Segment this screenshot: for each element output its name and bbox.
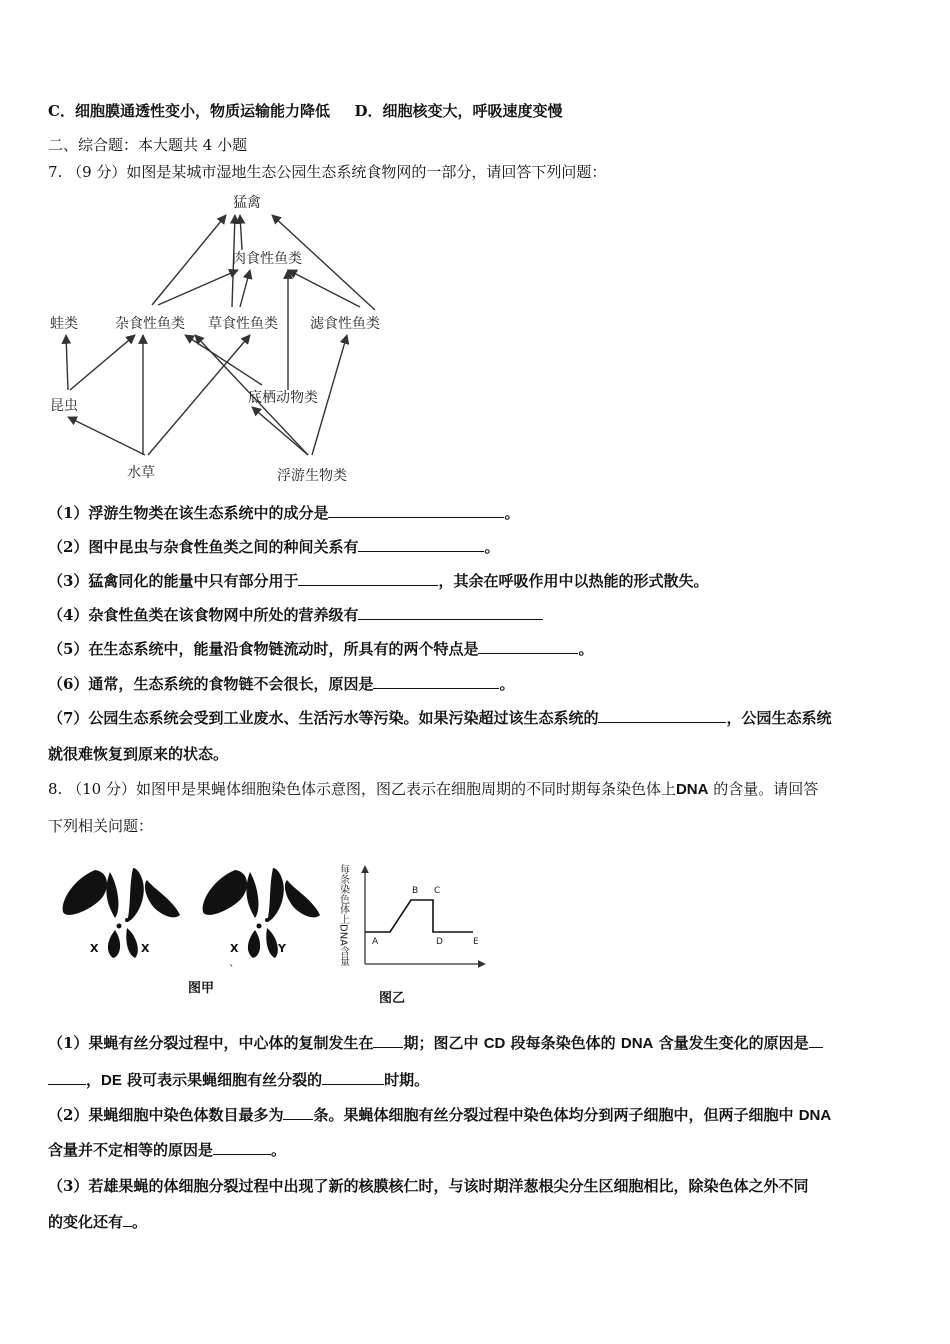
answer-blank[interactable]: [809, 1033, 823, 1048]
q7-number: 7.: [48, 163, 63, 181]
q8-stem-a: 如图甲是果蝇体细胞染色体示意图，图乙表示在细胞周期的不同时期每条染色体上: [135, 780, 676, 798]
node-frog: 蛙类: [50, 316, 78, 332]
q7-stem: [48, 162, 606, 182]
answer-blank[interactable]: [283, 1105, 313, 1120]
point-d: D: [436, 937, 443, 947]
q8-sub-1-e: ，: [86, 1071, 102, 1089]
q7-sub-7-text-b: ，公园生态系统: [726, 709, 832, 727]
stray-mark: `: [229, 963, 235, 976]
answer-blank[interactable]: [358, 537, 484, 552]
q8-sub-2-dna: DNA: [798, 1107, 832, 1124]
q8-stem-b: 的含量。请回答: [713, 780, 819, 798]
answer-blank[interactable]: [358, 605, 543, 620]
answer-blank[interactable]: [478, 639, 578, 654]
q7-sub-2: [48, 537, 499, 557]
answer-blank[interactable]: [373, 1033, 403, 1048]
q7-sub-1-text: （1）浮游生物类在该生态系统中的成分是: [48, 504, 329, 522]
q7-sub-6: [48, 674, 514, 694]
option-d-letter: D．: [354, 102, 383, 120]
label-y: Y: [278, 942, 286, 955]
label-x-3: X: [230, 942, 239, 955]
q8-sub-2-b: 条。果蝇体细胞有丝分裂过程中染色体均分到两子细胞中，但两子细胞中: [313, 1106, 794, 1124]
q8-sub-3-end: 。: [132, 1213, 148, 1231]
label-x-2: X: [141, 942, 150, 955]
node-filter-feeder-fish: 滤食性鱼类: [310, 316, 380, 332]
answer-blank[interactable]: [373, 674, 499, 689]
figure-jia-label: 图甲: [188, 981, 215, 996]
q8-sub-1-c: 段每条染色体的: [510, 1034, 616, 1052]
q8-stem: [48, 779, 818, 800]
q8-sub-3-cont: [48, 1212, 147, 1232]
answer-blank[interactable]: [213, 1140, 271, 1155]
node-carnivore-fish: 肉食性鱼类: [232, 251, 302, 267]
q8-stem-dna: DNA: [675, 781, 709, 798]
q8-sub-1-g: 时期。: [384, 1071, 430, 1089]
q8-number: 8.: [48, 780, 63, 798]
q8-sub-1-f: 段可表示果蝇细胞有丝分裂的: [127, 1071, 323, 1089]
figure-jia-chromosomes: [55, 860, 325, 1000]
q8-sub-1-de: DE: [101, 1072, 122, 1089]
q7-sub-7-cont: 就很难恢复到原来的状态。: [48, 745, 229, 763]
q7-sub-7: [48, 708, 831, 728]
q7-stem-text: 如图是某城市湿地生态公园生态系统食物网的一部分，请回答下列问题：: [126, 163, 607, 181]
q8-stem-cont: 下列相关问题：: [48, 817, 154, 835]
figure-yi-graph: [335, 860, 495, 1010]
y-axis-label: 每条染色体上DNA含量: [337, 864, 349, 967]
node-waterweed: 水草: [127, 465, 155, 481]
label-x-1: X: [90, 942, 99, 955]
q8-score: （10 分）: [67, 780, 136, 798]
q7-sub-4: [48, 605, 543, 625]
q8-sub-2-a: （2）果蝇细胞中染色体数目最多为: [48, 1106, 284, 1124]
answer-blank[interactable]: [48, 1070, 86, 1085]
point-e: E: [473, 937, 479, 947]
answer-blank[interactable]: [123, 1212, 132, 1227]
node-omnivore-fish: 杂食性鱼类: [115, 316, 185, 332]
q7-sub-4-text: （4）杂食性鱼类在该食物网中所处的营养级有: [48, 606, 359, 624]
q7-sub-1: [48, 503, 519, 523]
node-plankton: 浮游生物类: [277, 468, 347, 484]
option-c-letter: C．: [48, 102, 75, 120]
prev-options-row: [48, 101, 562, 121]
option-c-text: 细胞膜通透性变小，物质运输能力降低: [74, 102, 330, 120]
q8-sub-2-end: 。: [271, 1141, 287, 1159]
answer-blank[interactable]: [322, 1070, 384, 1085]
q7-sub-6-text: （6）通常，生态系统的食物链不会很长，原因是: [48, 675, 374, 693]
option-d-text: 细胞核变大，呼吸速度变慢: [382, 102, 563, 120]
q8-sub-3: （3）若雄果蝇的体细胞分裂过程中出现了新的核膜核仁时，与该时期洋葱根尖分生区细胞相比，除染色体之外不同: [48, 1177, 809, 1195]
q7-sub-5-end: 。: [578, 640, 594, 658]
node-benthic-animals: 底栖动物类: [248, 390, 318, 406]
q7-sub-7-text-a: （7）公园生态系统会受到工业废水、生活污水等污染。如果污染超过该生态系统的: [48, 709, 599, 727]
q7-sub-1-end: 。: [504, 504, 520, 522]
q7-sub-2-text: （2）图中昆虫与杂食性鱼类之间的种间关系有: [48, 538, 359, 556]
q8-sub-1-cont: [48, 1070, 429, 1091]
node-raptor: 猛禽: [233, 195, 261, 211]
node-herbivore-fish: 草食性鱼类: [208, 316, 278, 332]
point-a: A: [372, 937, 379, 947]
point-b: B: [412, 886, 419, 896]
q8-sub-1-d: 含量发生变化的原因是: [658, 1034, 809, 1052]
q7-sub-6-end: 。: [499, 675, 515, 693]
q8-sub-1: [48, 1033, 823, 1054]
cell-female: [63, 868, 180, 958]
q7-sub-3-text-a: （3）猛禽同化的能量中只有部分用于: [48, 572, 299, 590]
q7-score: （9 分）: [67, 163, 127, 181]
q8-sub-1-dna: DNA: [620, 1035, 654, 1052]
q8-sub-1-a: （1）果蝇有丝分裂过程中，中心体的复制发生在: [48, 1034, 374, 1052]
point-c: C: [434, 886, 441, 896]
q7-sub-3: [48, 571, 708, 591]
q7-sub-5: [48, 639, 593, 659]
cell-male: [203, 868, 320, 958]
answer-blank[interactable]: [328, 503, 504, 518]
answer-blank[interactable]: [298, 571, 438, 586]
q8-sub-1-cd: CD: [483, 1035, 506, 1052]
q8-sub-2-cont: [48, 1140, 286, 1160]
q8-sub-2-c: 含量并不定相等的原因是: [48, 1141, 214, 1159]
q7-sub-2-end: 。: [484, 538, 500, 556]
food-web-diagram: [40, 185, 400, 490]
node-insect: 昆虫: [50, 398, 78, 414]
q8-sub-3-b: 的变化还有: [48, 1213, 124, 1231]
q7-sub-3-text-b: ，其余在呼吸作用中以热能的形式散失。: [438, 572, 709, 590]
figure-yi-label: 图乙: [379, 991, 406, 1006]
answer-blank[interactable]: [598, 708, 726, 723]
q7-sub-5-text: （5）在生态系统中，能量沿食物链流动时，所具有的两个特点是: [48, 640, 479, 658]
q8-sub-2: [48, 1105, 831, 1126]
section-2-title: 二、综合题：本大题共 4 小题: [48, 136, 248, 154]
q8-sub-1-b: 期；图乙中: [403, 1034, 479, 1052]
